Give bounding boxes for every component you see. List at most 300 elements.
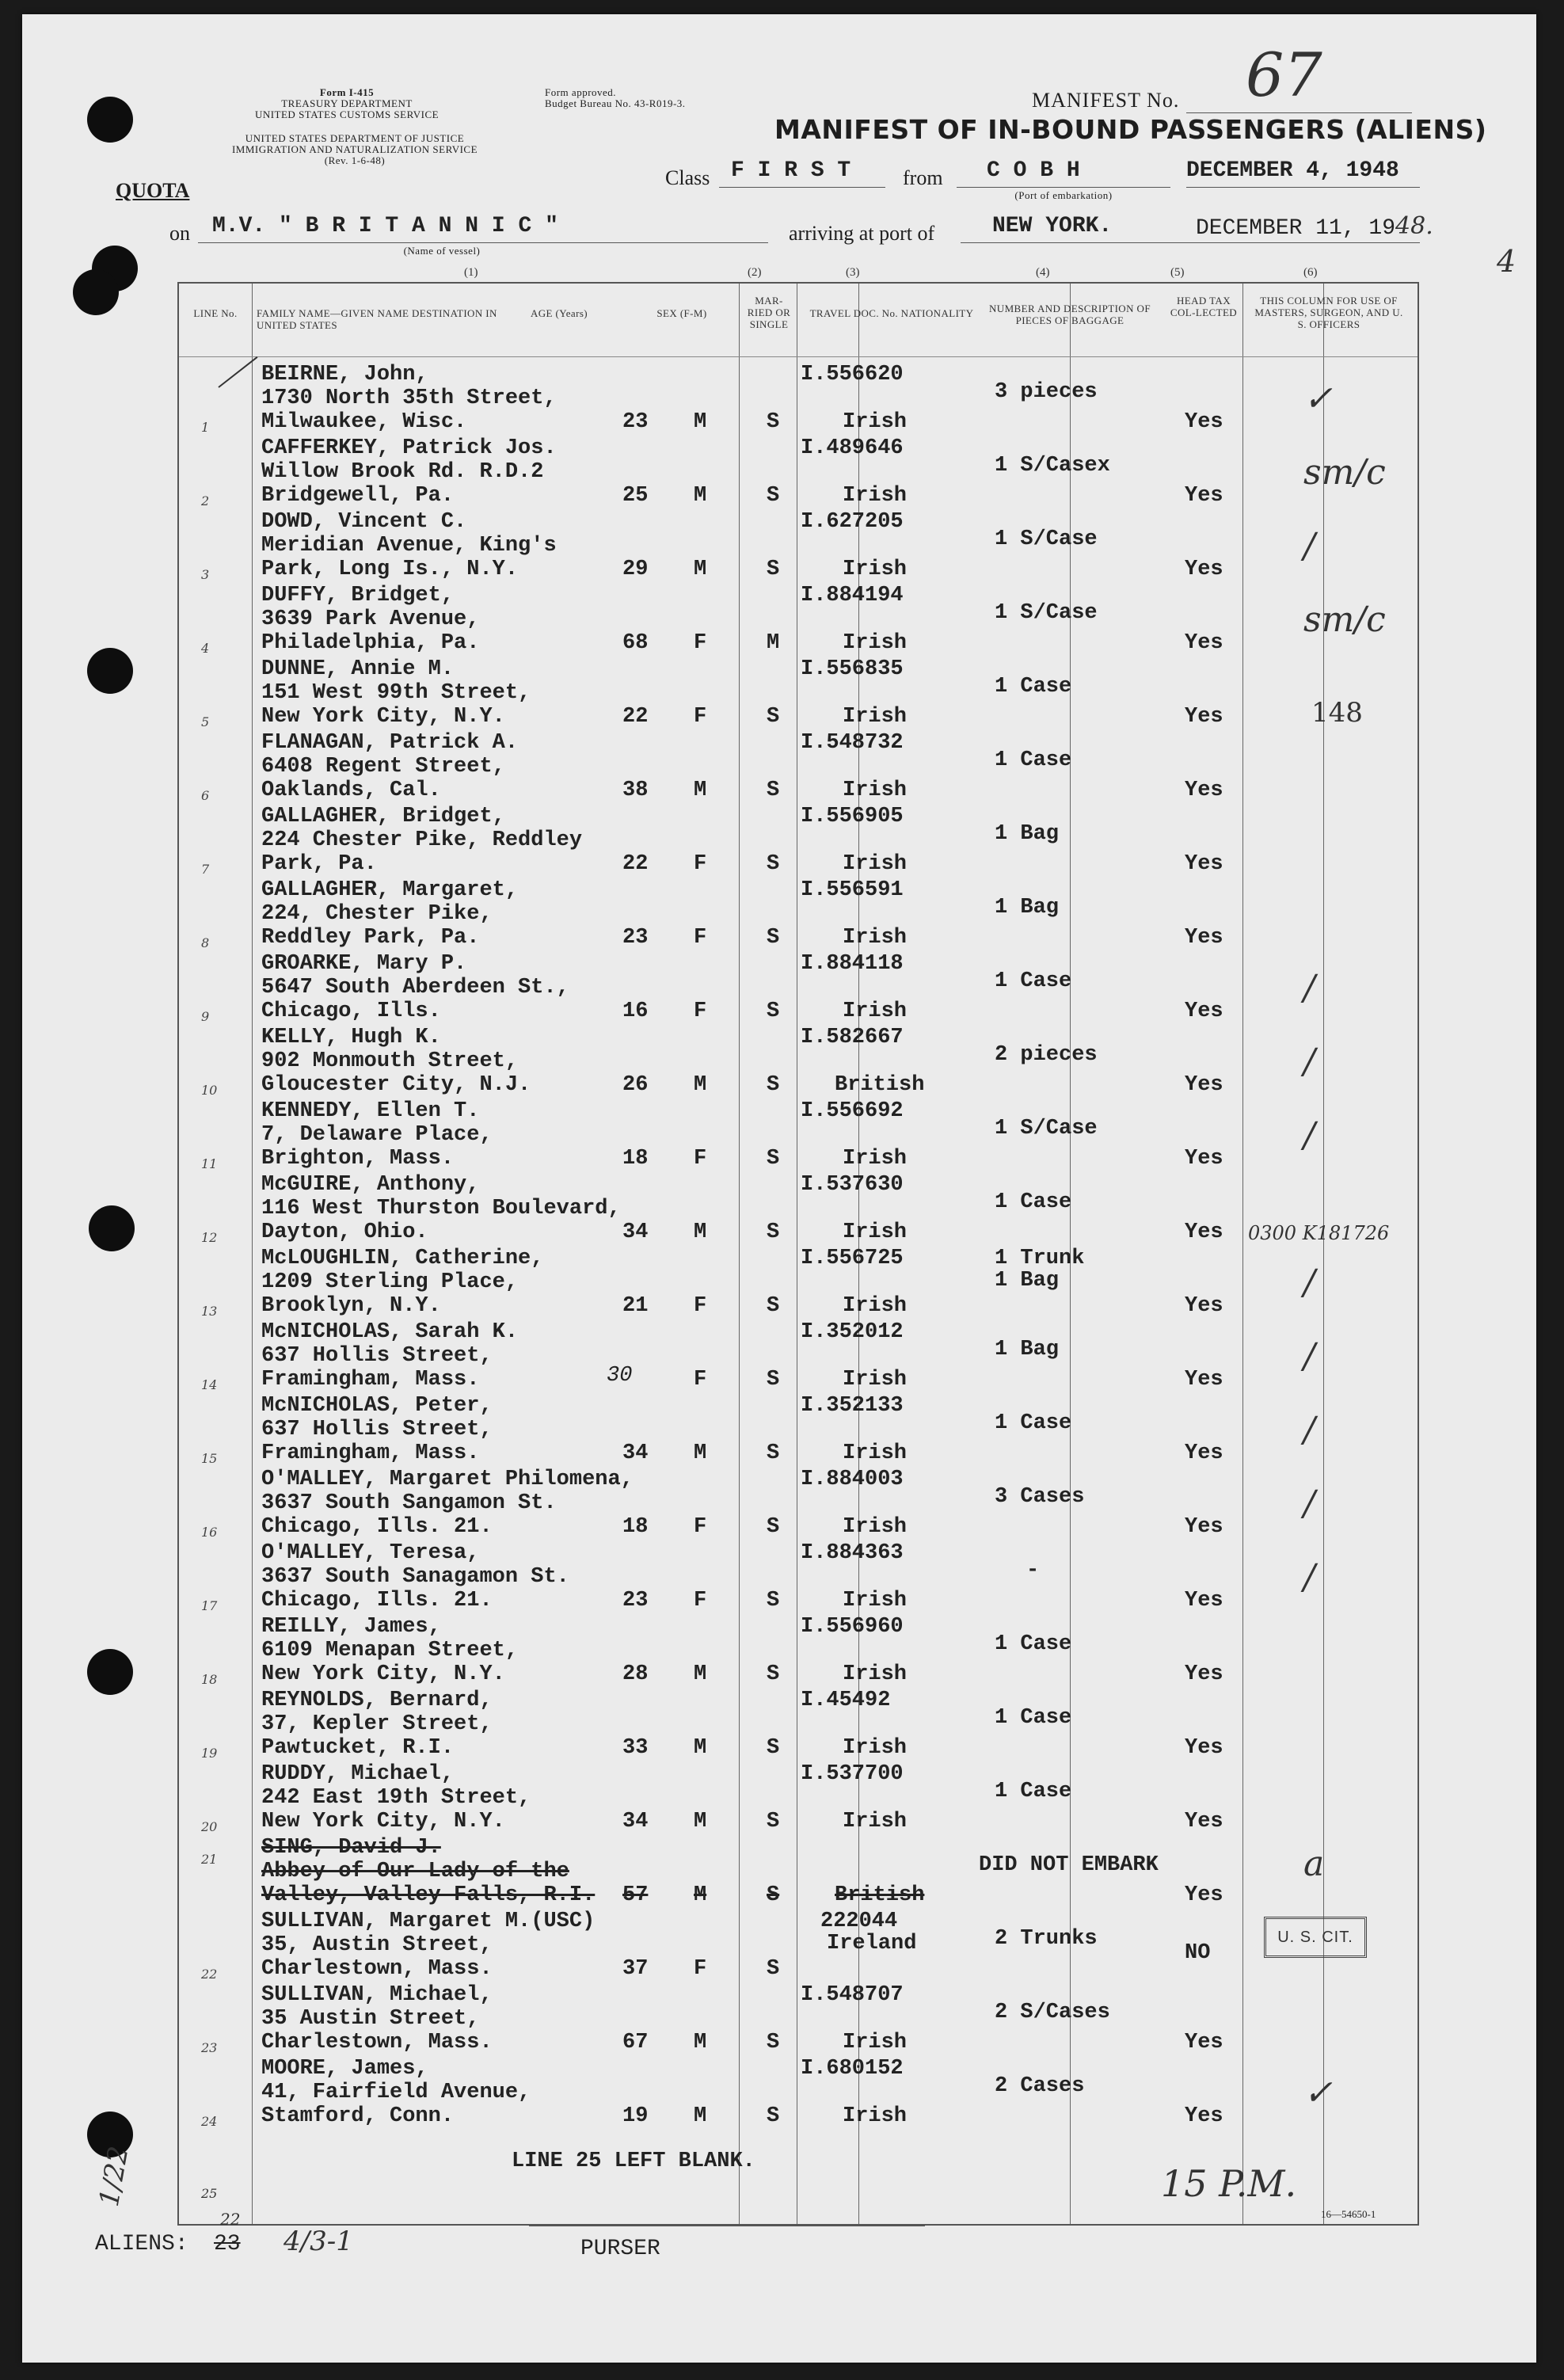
line-25-row bbox=[179, 2131, 1417, 2218]
head-tax: Yes bbox=[1185, 926, 1223, 950]
passenger-city: Pawtucket, R.I. bbox=[261, 1736, 455, 1760]
passenger-marital: S bbox=[767, 1000, 780, 1023]
line-number: 19 bbox=[201, 1746, 218, 1761]
passenger-sex: F bbox=[694, 1000, 707, 1023]
table-row bbox=[179, 584, 1417, 659]
passenger-address: 37, Kepler Street, bbox=[261, 1712, 493, 1736]
passenger-sex: F bbox=[694, 631, 707, 655]
head-tax: Yes bbox=[1185, 1368, 1223, 1392]
passenger-marital: S bbox=[767, 779, 780, 802]
head-tax: Yes bbox=[1185, 1000, 1223, 1023]
head-tax: Yes bbox=[1185, 705, 1223, 729]
table-row bbox=[179, 2057, 1417, 2132]
aliens-count: 23 bbox=[214, 2232, 241, 2256]
passenger-marital: S bbox=[767, 2104, 780, 2128]
punch-hole bbox=[87, 97, 133, 143]
line-number: 6 bbox=[201, 788, 210, 803]
passenger-address: 5647 South Aberdeen St., bbox=[261, 976, 569, 1000]
passenger-address: 3637 South Sangamon St. bbox=[261, 1491, 557, 1515]
passenger-name: SULLIVAN, Michael, bbox=[261, 1983, 493, 2007]
passenger-sex: F bbox=[694, 1589, 707, 1613]
passenger-marital: S bbox=[767, 1073, 780, 1097]
justice-department: UNITED STATES DEPARTMENT OF JUSTICE bbox=[245, 132, 465, 144]
passenger-address: 224 Chester Pike, Reddley bbox=[261, 828, 583, 852]
passenger-name: KELLY, Hugh K. bbox=[261, 1026, 441, 1049]
passenger-age: 23 bbox=[622, 926, 649, 950]
passenger-address: 637 Hollis Street, bbox=[261, 1344, 493, 1368]
arrival-date-text: DECEMBER 11, 19 bbox=[1196, 216, 1396, 241]
baggage: 1 S/Case bbox=[995, 527, 1098, 551]
passenger-age: 25 bbox=[622, 484, 649, 508]
punch-hole bbox=[87, 1649, 133, 1695]
passenger-marital: S bbox=[767, 1147, 780, 1171]
head-tax: NO bbox=[1185, 1941, 1211, 1965]
col-num-1: (1) bbox=[464, 266, 478, 279]
table-row bbox=[179, 1910, 1417, 1985]
baggage: 3 Cases bbox=[995, 1485, 1085, 1509]
col-head-name: FAMILY NAME—GIVEN NAME DESTINATION IN UNITED STATES bbox=[257, 307, 497, 331]
travel-doc-no: I.884363 bbox=[801, 1541, 904, 1565]
from-value: C O B H bbox=[987, 158, 1080, 183]
manifest-no-line bbox=[1186, 112, 1412, 113]
baggage: 2 Trunks bbox=[995, 1927, 1098, 1951]
head-tax: Yes bbox=[1185, 1073, 1223, 1097]
passenger-address: 1209 Sterling Place, bbox=[261, 1270, 519, 1294]
baggage: 1 Case bbox=[995, 1780, 1072, 1803]
travel-doc-no: I.537700 bbox=[801, 1762, 904, 1786]
passenger-age: 22 bbox=[622, 852, 649, 876]
nationality: Irish bbox=[843, 1294, 908, 1318]
passenger-city: Park, Long Is., N.Y. bbox=[261, 558, 519, 581]
baggage: 2 pieces bbox=[995, 1043, 1098, 1067]
travel-doc-no: I.884194 bbox=[801, 584, 904, 607]
passenger-sex: F bbox=[694, 1368, 707, 1392]
tick-mark bbox=[218, 356, 257, 388]
travel-doc-no: I.627205 bbox=[801, 510, 904, 534]
passenger-address: 637 Hollis Street, bbox=[261, 1418, 493, 1441]
nationality: Irish bbox=[843, 926, 908, 950]
col-head-officers: THIS COLUMN FOR USE OF MASTERS, SURGEON, AND U. S. OFFICERS bbox=[1254, 295, 1403, 330]
passenger-age: 33 bbox=[622, 1736, 649, 1760]
line-number: 10 bbox=[201, 1083, 218, 1098]
col-head-travel-doc: TRAVEL DOC. No. NATIONALITY bbox=[809, 307, 974, 319]
line-number: 23 bbox=[201, 2040, 218, 2055]
officer-note: sm/c bbox=[1303, 600, 1386, 640]
line-number: 12 bbox=[201, 1230, 218, 1245]
nationality: British bbox=[835, 1073, 925, 1097]
approval-block bbox=[545, 87, 782, 109]
baggage: 1 S/Case bbox=[995, 1117, 1098, 1140]
passenger-address: 7, Delaware Place, bbox=[261, 1123, 493, 1147]
passenger-marital: S bbox=[767, 926, 780, 950]
passenger-address: 35, Austin Street, bbox=[261, 1933, 493, 1957]
line-number: 20 bbox=[201, 1819, 218, 1834]
revision-date: (Rev. 1-6-48) bbox=[324, 154, 386, 166]
quota-label: QUOTA bbox=[116, 179, 190, 202]
nationality: Irish bbox=[843, 852, 908, 876]
baggage: 1 Case bbox=[995, 748, 1072, 772]
baggage: 1 S/Case bbox=[995, 601, 1098, 625]
table-row bbox=[179, 1394, 1417, 1469]
travel-doc-no: I.556591 bbox=[801, 878, 904, 902]
passenger-address: 902 Monmouth Street, bbox=[261, 1049, 519, 1073]
line-number: 18 bbox=[201, 1672, 218, 1687]
line-number: 3 bbox=[201, 567, 210, 582]
baggage: 1 Case bbox=[995, 1190, 1072, 1214]
passenger-marital: S bbox=[767, 484, 780, 508]
passenger-city: Valley, Valley Falls, R.I. bbox=[261, 1883, 596, 1907]
passenger-sex: F bbox=[694, 1294, 707, 1318]
passenger-city: Charlestown, Mass. bbox=[261, 1957, 493, 1981]
passenger-marital: S bbox=[767, 1220, 780, 1244]
form-approved: Form approved. bbox=[545, 86, 617, 98]
nationality: Irish bbox=[843, 1441, 908, 1465]
nationality: Irish bbox=[843, 631, 908, 655]
baggage: 1 Bag bbox=[995, 896, 1060, 920]
officer-note: sm/c bbox=[1303, 452, 1386, 493]
line-number: 14 bbox=[201, 1377, 218, 1392]
us-citizen-stamp: U. S. CIT. bbox=[1264, 1917, 1367, 1958]
passenger-address: 35 Austin Street, bbox=[261, 2007, 480, 2031]
vessel-line bbox=[198, 242, 768, 243]
officer-note: 148 bbox=[1311, 697, 1363, 729]
travel-doc-no: 222044 bbox=[820, 1910, 898, 1933]
nationality: Irish bbox=[843, 1810, 908, 1834]
officer-note: / bbox=[1303, 526, 1315, 566]
vessel-name: M.V. " B R I T A N N I C " bbox=[212, 214, 558, 238]
passenger-name: DUNNE, Annie M. bbox=[261, 657, 455, 681]
passenger-name: BEIRNE, John, bbox=[261, 363, 428, 387]
head-tax: Yes bbox=[1185, 1220, 1223, 1244]
travel-doc-no: I.548732 bbox=[801, 731, 904, 755]
manifest-number: 67 bbox=[1246, 40, 1322, 110]
travel-doc-no: I.548707 bbox=[801, 1983, 904, 2007]
nationality: Irish bbox=[843, 2031, 908, 2054]
baggage: 1 Case bbox=[995, 1411, 1072, 1435]
baggage: 1 Case bbox=[995, 1706, 1072, 1730]
baggage: DID NOT EMBARK bbox=[979, 1853, 1159, 1877]
passenger-marital: S bbox=[767, 1441, 780, 1465]
arrival-date-line bbox=[1186, 242, 1420, 243]
nationality: Irish bbox=[843, 705, 908, 729]
passenger-city: Brighton, Mass. bbox=[261, 1147, 455, 1171]
line-number: 5 bbox=[201, 714, 210, 729]
passenger-city: Framingham, Mass. bbox=[261, 1368, 480, 1392]
passenger-age: 57 bbox=[622, 1883, 649, 1907]
baggage: 2 S/Cases bbox=[995, 2001, 1110, 2024]
passenger-address: 3639 Park Avenue, bbox=[261, 607, 480, 631]
nationality: Irish bbox=[843, 410, 908, 434]
table-row bbox=[179, 436, 1417, 512]
nationality: Irish bbox=[843, 1736, 908, 1760]
head-tax: Yes bbox=[1185, 558, 1223, 581]
officer-note: a bbox=[1303, 1844, 1325, 1884]
passenger-name: CAFFERKEY, Patrick Jos. bbox=[261, 436, 557, 460]
passenger-name: McNICHOLAS, Sarah K. bbox=[261, 1320, 519, 1344]
line-number: 22 bbox=[201, 1967, 218, 1982]
col-num-4: (4) bbox=[1036, 266, 1050, 279]
passenger-name: SULLIVAN, Margaret M.(USC) bbox=[261, 1910, 596, 1933]
passenger-age: 28 bbox=[622, 1662, 649, 1686]
nationality: Irish bbox=[843, 484, 908, 508]
purser-label: PURSER bbox=[580, 2237, 660, 2261]
passenger-age: 38 bbox=[622, 779, 649, 802]
passenger-address: 41, Fairfield Avenue, bbox=[261, 2081, 531, 2104]
table-row bbox=[179, 1541, 1417, 1616]
nationality: Irish bbox=[843, 1000, 908, 1023]
col-head-sex: SEX (F-M) bbox=[656, 307, 707, 319]
passenger-sex: M bbox=[694, 1662, 707, 1686]
col-head-baggage: NUMBER AND DESCRIPTION OF PIECES OF BAGGAGE bbox=[989, 303, 1151, 326]
passenger-name: McNICHOLAS, Peter, bbox=[261, 1394, 493, 1418]
passenger-city: Stamford, Conn. bbox=[261, 2104, 455, 2128]
corner-mark: 4 bbox=[1497, 244, 1516, 279]
baggage: 1 Bag bbox=[995, 1338, 1060, 1361]
col-head-head-tax: HEAD TAX COL-LECTED bbox=[1170, 295, 1238, 318]
officer-note: / bbox=[1303, 1557, 1315, 1597]
passenger-address: 242 East 19th Street, bbox=[261, 1786, 531, 1810]
table-row bbox=[179, 1247, 1417, 1322]
passenger-age: 34 bbox=[622, 1810, 649, 1834]
table-row bbox=[179, 952, 1417, 1027]
passenger-city: New York City, N.Y. bbox=[261, 705, 505, 729]
nationality: Irish bbox=[843, 1220, 908, 1244]
class-label: Class bbox=[665, 166, 710, 189]
manifest-no-label: MANIFEST No. bbox=[1032, 89, 1180, 112]
passenger-sex: M bbox=[694, 1883, 707, 1907]
passenger-marital: S bbox=[767, 558, 780, 581]
passenger-address: Meridian Avenue, King's bbox=[261, 534, 557, 558]
arrival-year: 48. bbox=[1395, 212, 1433, 240]
passenger-city: Park, Pa. bbox=[261, 852, 377, 876]
table-row bbox=[179, 1173, 1417, 1248]
travel-doc-no: I.556620 bbox=[801, 363, 904, 387]
passenger-age: 68 bbox=[622, 631, 649, 655]
passenger-city: Brooklyn, N.Y. bbox=[261, 1294, 441, 1318]
nationality: Irish bbox=[843, 1368, 908, 1392]
travel-doc-no: I.680152 bbox=[801, 2057, 904, 2081]
table-row bbox=[179, 1615, 1417, 1690]
aliens-note: 4/3-1 bbox=[283, 2226, 353, 2257]
nationality: Irish bbox=[843, 779, 908, 802]
nationality: Irish bbox=[843, 1515, 908, 1539]
passenger-sex: F bbox=[694, 1515, 707, 1539]
line-number: 11 bbox=[201, 1156, 218, 1171]
passenger-marital: S bbox=[767, 705, 780, 729]
head-tax: Yes bbox=[1185, 1441, 1223, 1465]
arrival-port-line bbox=[961, 242, 1198, 243]
arriving-label: arriving at port of bbox=[789, 222, 935, 245]
officer-note: / bbox=[1303, 1336, 1315, 1377]
passenger-city: Milwaukee, Wisc. bbox=[261, 410, 467, 434]
nationality: Ireland bbox=[827, 1932, 917, 1955]
head-tax: Yes bbox=[1185, 1515, 1223, 1539]
table-row-cancelled bbox=[179, 1836, 1417, 1911]
passenger-address: Willow Brook Rd. R.D.2 bbox=[261, 460, 544, 484]
passenger-marital: S bbox=[767, 1589, 780, 1613]
head-tax: Yes bbox=[1185, 631, 1223, 655]
officer-note: / bbox=[1303, 1483, 1315, 1524]
head-tax: Yes bbox=[1185, 410, 1223, 434]
passenger-marital: S bbox=[767, 1883, 780, 1907]
passenger-address: 6109 Menapan Street, bbox=[261, 1639, 519, 1662]
passenger-name: DOWD, Vincent C. bbox=[261, 510, 467, 534]
class-line bbox=[719, 187, 885, 188]
table-row bbox=[179, 1026, 1417, 1101]
passenger-age: 34 bbox=[622, 1441, 649, 1465]
passenger-age: 21 bbox=[622, 1294, 649, 1318]
passenger-table bbox=[177, 282, 1419, 2226]
passenger-sex: F bbox=[694, 1147, 707, 1171]
passenger-age: 23 bbox=[622, 1589, 649, 1613]
col-num-5: (5) bbox=[1170, 266, 1185, 279]
arrival-date bbox=[1196, 212, 1433, 241]
line-25-text: LINE 25 LEFT BLANK. bbox=[512, 2150, 755, 2173]
passenger-sex: M bbox=[694, 484, 707, 508]
form-number: Form I-415 bbox=[319, 86, 375, 98]
punch-hole bbox=[87, 648, 133, 694]
line-25-number: 25 bbox=[201, 2186, 218, 2201]
passenger-marital: S bbox=[767, 410, 780, 434]
passenger-marital: S bbox=[767, 2031, 780, 2054]
baggage: 1 Case bbox=[995, 969, 1072, 993]
table-row bbox=[179, 731, 1417, 806]
table-row bbox=[179, 363, 1417, 438]
manifest-sheet bbox=[22, 14, 1536, 2363]
passenger-age: 37 bbox=[622, 1957, 649, 1981]
baggage: 3 pieces bbox=[995, 380, 1098, 404]
passenger-marital: S bbox=[767, 1368, 780, 1392]
table-row bbox=[179, 510, 1417, 585]
travel-doc-no: I.556692 bbox=[801, 1099, 904, 1123]
col-head-line-no: LINE No. bbox=[193, 307, 238, 319]
head-tax: Yes bbox=[1185, 1147, 1223, 1171]
departure-year: 48 bbox=[1372, 158, 1399, 183]
head-tax: Yes bbox=[1185, 2104, 1223, 2128]
line-number: 13 bbox=[201, 1304, 218, 1319]
passenger-marital: M bbox=[767, 631, 780, 655]
head-tax: Yes bbox=[1185, 852, 1223, 876]
budget-bureau: Budget Bureau No. 43-R019-3. bbox=[545, 97, 686, 109]
passenger-city: Philadelphia, Pa. bbox=[261, 631, 480, 655]
travel-doc-no: I.556725 bbox=[801, 1247, 904, 1270]
passenger-marital: S bbox=[767, 1736, 780, 1760]
officer-note: / bbox=[1303, 1410, 1315, 1450]
passenger-name: SING, David J. bbox=[261, 1836, 441, 1860]
passenger-sex: F bbox=[694, 852, 707, 876]
passenger-city: Gloucester City, N.J. bbox=[261, 1073, 531, 1097]
passenger-name: RUDDY, Michael, bbox=[261, 1762, 455, 1786]
passenger-marital: S bbox=[767, 1294, 780, 1318]
travel-doc-no: I.352133 bbox=[801, 1394, 904, 1418]
nationality: British bbox=[835, 1883, 925, 1907]
passenger-name: FLANAGAN, Patrick A. bbox=[261, 731, 519, 755]
head-tax: Yes bbox=[1185, 484, 1223, 508]
passenger-name: McGUIRE, Anthony, bbox=[261, 1173, 480, 1197]
margin-note: 1/22 bbox=[93, 2143, 135, 2210]
line-number: 16 bbox=[201, 1525, 218, 1540]
table-row bbox=[179, 1099, 1417, 1175]
line-number: 8 bbox=[201, 935, 210, 950]
passenger-sex: M bbox=[694, 2031, 707, 2054]
passenger-sex: F bbox=[694, 926, 707, 950]
passenger-age: 22 bbox=[622, 705, 649, 729]
passenger-sex: M bbox=[694, 779, 707, 802]
line-number: 9 bbox=[201, 1009, 210, 1024]
passenger-city: Reddley Park, Pa. bbox=[261, 926, 480, 950]
baggage: 1 S/Casex bbox=[995, 454, 1110, 478]
passenger-name: McLOUGHLIN, Catherine, bbox=[261, 1247, 544, 1270]
header-divider bbox=[179, 356, 1417, 357]
col-head-age: AGE (Years) bbox=[530, 307, 588, 319]
passenger-address: 151 West 99th Street, bbox=[261, 681, 531, 705]
passenger-age: 34 bbox=[622, 1220, 649, 1244]
passenger-city: Chicago, Ills. 21. bbox=[261, 1515, 493, 1539]
passenger-city: Chicago, Ills. bbox=[261, 1000, 441, 1023]
passenger-sex: F bbox=[694, 1957, 707, 1981]
travel-doc-no: I.352012 bbox=[801, 1320, 904, 1344]
table-row bbox=[179, 878, 1417, 954]
passenger-name: GALLAGHER, Bridget, bbox=[261, 805, 505, 828]
passenger-sex: M bbox=[694, 558, 707, 581]
ins-service: IMMIGRATION AND NATURALIZATION SERVICE bbox=[231, 143, 478, 155]
head-tax: Yes bbox=[1185, 1662, 1223, 1686]
passenger-marital: S bbox=[767, 852, 780, 876]
justice-block bbox=[173, 133, 537, 166]
travel-doc-no: I.556905 bbox=[801, 805, 904, 828]
head-tax: Yes bbox=[1185, 1810, 1223, 1834]
passenger-age: 23 bbox=[622, 410, 649, 434]
head-tax: Yes bbox=[1185, 1736, 1223, 1760]
officer-note: / bbox=[1303, 1041, 1315, 1082]
officer-note: 0300 K181726 bbox=[1248, 1222, 1390, 1244]
aliens-hand-count: 22 bbox=[220, 2210, 241, 2229]
passenger-name: GROARKE, Mary P. bbox=[261, 952, 467, 976]
travel-doc-no: I.556835 bbox=[801, 657, 904, 681]
passenger-city: Oaklands, Cal. bbox=[261, 779, 441, 802]
col-num-3: (3) bbox=[846, 266, 860, 279]
table-row bbox=[179, 657, 1417, 733]
officer-note: / bbox=[1303, 1115, 1315, 1156]
passenger-sex: M bbox=[694, 1736, 707, 1760]
baggage: 1 Trunk bbox=[995, 1247, 1085, 1270]
travel-doc-no: I.489646 bbox=[801, 436, 904, 460]
line-number: 1 bbox=[201, 420, 210, 435]
passenger-sex: M bbox=[694, 1441, 707, 1465]
passenger-sex: F bbox=[694, 705, 707, 729]
officer-note: / bbox=[1303, 1262, 1315, 1303]
head-tax: Yes bbox=[1185, 2031, 1223, 2054]
print-code: 16—54650-1 bbox=[1321, 2208, 1376, 2220]
officer-note: ✓ bbox=[1303, 2073, 1333, 2113]
passenger-name: REILLY, James, bbox=[261, 1615, 441, 1639]
nationality: Irish bbox=[843, 2104, 908, 2128]
travel-doc-no: I.537630 bbox=[801, 1173, 904, 1197]
line-number: 4 bbox=[201, 641, 210, 656]
head-tax: Yes bbox=[1185, 1589, 1223, 1613]
col-head-married: MAR-RIED OR SINGLE bbox=[747, 295, 791, 330]
nationality: Irish bbox=[843, 1662, 908, 1686]
from-line bbox=[957, 187, 1170, 188]
travel-doc-no: I.884118 bbox=[801, 952, 904, 976]
travel-doc-no: I.556960 bbox=[801, 1615, 904, 1639]
col-num-2: (2) bbox=[748, 266, 762, 279]
table-row bbox=[179, 1468, 1417, 1543]
nationality: Irish bbox=[843, 1147, 908, 1171]
passenger-city: Bridgewell, Pa. bbox=[261, 484, 455, 508]
punch-hole bbox=[73, 269, 119, 315]
passenger-name: KENNEDY, Ellen T. bbox=[261, 1099, 480, 1123]
